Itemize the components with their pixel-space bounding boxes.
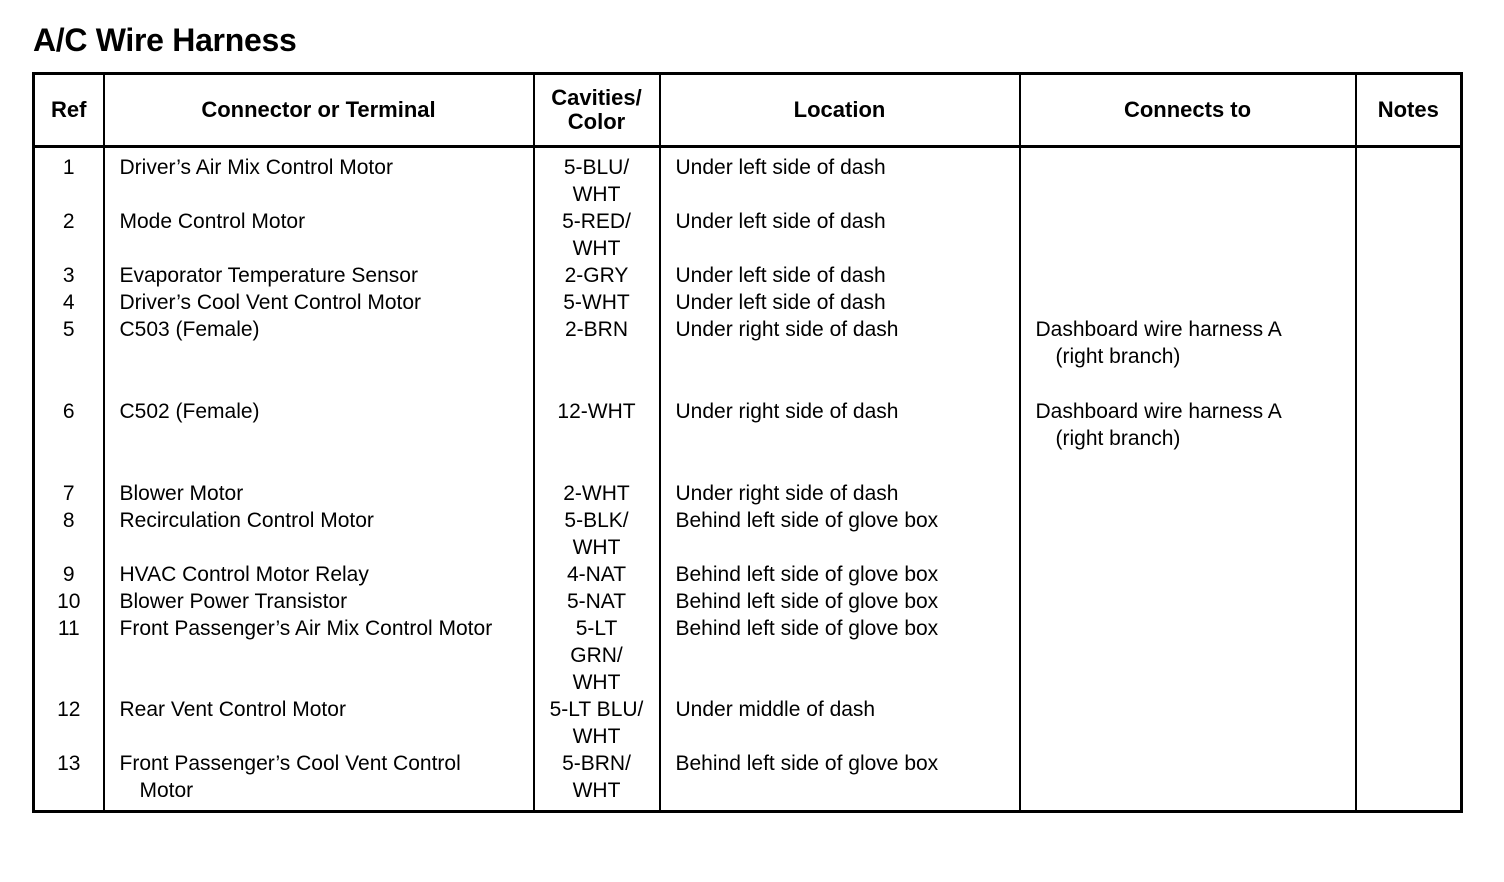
table-row xyxy=(34,588,1462,615)
cell-connects-to xyxy=(1020,262,1356,289)
cell-connector xyxy=(104,750,534,812)
connector-text: Blower Motor xyxy=(119,482,244,505)
connector-text: Blower Power Transistor xyxy=(119,590,348,613)
cell-notes xyxy=(1356,208,1462,262)
color-line2: GRN/ xyxy=(570,644,623,667)
connector-text: Driver’s Cool Vent Control Motor xyxy=(119,291,422,314)
header-connector: Connector or Terminal xyxy=(104,74,534,147)
table-row xyxy=(34,316,1462,398)
color-line1: 5-BLU/ xyxy=(563,156,630,179)
cell-ref: 12 xyxy=(34,696,104,750)
cell-connector xyxy=(104,696,534,750)
cell-ref: 5 xyxy=(34,316,104,398)
cell-connects-to xyxy=(1020,289,1356,316)
cell-ref: 11 xyxy=(34,615,104,696)
color-line2: WHT xyxy=(572,237,621,260)
cell-notes xyxy=(1356,750,1462,812)
cell-connector xyxy=(104,289,534,316)
connector-text: C503 (Female) xyxy=(119,318,260,341)
cell-color xyxy=(534,750,660,812)
cell-location: Under left side of dash xyxy=(660,147,1020,209)
cell-location: Behind left side of glove box xyxy=(660,561,1020,588)
cell-ref: 1 xyxy=(34,147,104,209)
cell-connector xyxy=(104,561,534,588)
cell-connector xyxy=(104,588,534,615)
table-row xyxy=(34,289,1462,316)
header-cavities-color xyxy=(534,74,660,147)
cell-notes xyxy=(1356,588,1462,615)
cell-connector xyxy=(104,480,534,507)
cell-ref: 8 xyxy=(34,507,104,561)
cell-color xyxy=(534,480,660,507)
color-line1: 2-GRY xyxy=(564,264,629,287)
table-header-row xyxy=(34,74,1462,147)
harness-table xyxy=(32,72,1463,813)
connects-text: Dashboard wire harness A xyxy=(1035,318,1282,341)
cell-color xyxy=(534,147,660,209)
cell-connector xyxy=(104,316,534,398)
color-line1: 5-WHT xyxy=(563,291,630,314)
connector-text: C502 (Female) xyxy=(119,400,260,423)
color-line1: 5-BRN/ xyxy=(562,752,631,775)
connects-continuation: (right branch) xyxy=(1055,427,1181,450)
cell-ref: 7 xyxy=(34,480,104,507)
cell-connects-to xyxy=(1020,507,1356,561)
cell-notes xyxy=(1356,507,1462,561)
connects-text: Dashboard wire harness A xyxy=(1035,400,1282,423)
cell-connects-to xyxy=(1020,480,1356,507)
page-title: A/C Wire Harness xyxy=(33,22,297,58)
cell-connects-to xyxy=(1020,208,1356,262)
header-cavities-line1: Cavities/ xyxy=(551,85,642,110)
cell-connects-to xyxy=(1020,696,1356,750)
cell-color xyxy=(534,398,660,480)
table-row xyxy=(34,147,1462,209)
cell-location: Under left side of dash xyxy=(660,262,1020,289)
header-connects-to: Connects to xyxy=(1020,74,1356,147)
color-line3: WHT xyxy=(572,671,621,694)
cell-connects-to xyxy=(1020,147,1356,209)
color-line1: 2-WHT xyxy=(563,482,630,505)
cell-color xyxy=(534,507,660,561)
table-row xyxy=(34,507,1462,561)
color-line1: 5-LT xyxy=(575,617,618,640)
color-line2: WHT xyxy=(572,725,621,748)
connects-continuation: (right branch) xyxy=(1055,345,1181,368)
color-line2: WHT xyxy=(572,183,621,206)
connector-text: Front Passenger’s Cool Vent Control xyxy=(119,752,461,775)
cell-notes xyxy=(1356,561,1462,588)
cell-location: Behind left side of glove box xyxy=(660,615,1020,696)
cell-notes xyxy=(1356,289,1462,316)
cell-ref: 10 xyxy=(34,588,104,615)
cell-notes xyxy=(1356,147,1462,209)
cell-location: Under right side of dash xyxy=(660,316,1020,398)
header-notes: Notes xyxy=(1356,74,1462,147)
cell-location: Under right side of dash xyxy=(660,398,1020,480)
cell-notes xyxy=(1356,615,1462,696)
cell-connects-to xyxy=(1020,316,1356,398)
table-row xyxy=(34,615,1462,696)
table-row xyxy=(34,561,1462,588)
cell-connects-to xyxy=(1020,561,1356,588)
cell-location: Under middle of dash xyxy=(660,696,1020,750)
cell-color xyxy=(534,561,660,588)
cell-color xyxy=(534,289,660,316)
color-line1: 5-BLK/ xyxy=(564,509,629,532)
cell-location: Behind left side of glove box xyxy=(660,750,1020,812)
color-line1: 5-LT BLU/ xyxy=(549,698,644,721)
header-ref: Ref xyxy=(34,74,104,147)
cell-connector xyxy=(104,398,534,480)
cell-ref: 6 xyxy=(34,398,104,480)
cell-color xyxy=(534,696,660,750)
cell-connects-to xyxy=(1020,615,1356,696)
connector-text: Driver’s Air Mix Control Motor xyxy=(119,156,393,179)
color-line1: 12-WHT xyxy=(557,400,636,423)
cell-notes xyxy=(1356,696,1462,750)
cell-connects-to xyxy=(1020,398,1356,480)
cell-color xyxy=(534,208,660,262)
cell-connects-to xyxy=(1020,750,1356,812)
cell-ref: 4 xyxy=(34,289,104,316)
cell-location: Behind left side of glove box xyxy=(660,588,1020,615)
cell-connector xyxy=(104,262,534,289)
table-row xyxy=(34,398,1462,480)
cell-ref: 9 xyxy=(34,561,104,588)
cell-connector xyxy=(104,147,534,209)
color-line1: 2-BRN xyxy=(564,318,628,341)
table-row xyxy=(34,262,1462,289)
cell-color xyxy=(534,316,660,398)
cell-ref: 3 xyxy=(34,262,104,289)
header-location: Location xyxy=(660,74,1020,147)
table-row xyxy=(34,750,1462,812)
cell-ref: 13 xyxy=(34,750,104,812)
connector-text: Rear Vent Control Motor xyxy=(119,698,346,721)
color-line1: 5-NAT xyxy=(566,590,627,613)
cell-notes xyxy=(1356,316,1462,398)
color-line2: WHT xyxy=(572,536,621,559)
cell-notes xyxy=(1356,398,1462,480)
cell-color xyxy=(534,262,660,289)
cell-notes xyxy=(1356,480,1462,507)
table-row xyxy=(34,208,1462,262)
cell-connects-to xyxy=(1020,588,1356,615)
header-cavities-line2: Color xyxy=(567,109,626,134)
cell-color xyxy=(534,588,660,615)
cell-location: Behind left side of glove box xyxy=(660,507,1020,561)
connector-text: Mode Control Motor xyxy=(119,210,306,233)
cell-connector xyxy=(104,615,534,696)
cell-location: Under left side of dash xyxy=(660,208,1020,262)
cell-color xyxy=(534,615,660,696)
cell-ref: 2 xyxy=(34,208,104,262)
table-row xyxy=(34,480,1462,507)
connector-text: Front Passenger’s Air Mix Control Motor xyxy=(119,617,493,640)
connector-text: Recirculation Control Motor xyxy=(119,509,374,532)
connector-text: HVAC Control Motor Relay xyxy=(119,563,369,586)
connector-continuation: Motor xyxy=(139,779,194,802)
table-row xyxy=(34,696,1462,750)
cell-notes xyxy=(1356,262,1462,289)
cell-connector xyxy=(104,507,534,561)
cell-location: Under right side of dash xyxy=(660,480,1020,507)
connector-text: Evaporator Temperature Sensor xyxy=(119,264,418,287)
color-line1: 5-RED/ xyxy=(562,210,631,233)
cell-connector xyxy=(104,208,534,262)
cell-location: Under left side of dash xyxy=(660,289,1020,316)
color-line2: WHT xyxy=(572,779,621,802)
color-line1: 4-NAT xyxy=(566,563,627,586)
